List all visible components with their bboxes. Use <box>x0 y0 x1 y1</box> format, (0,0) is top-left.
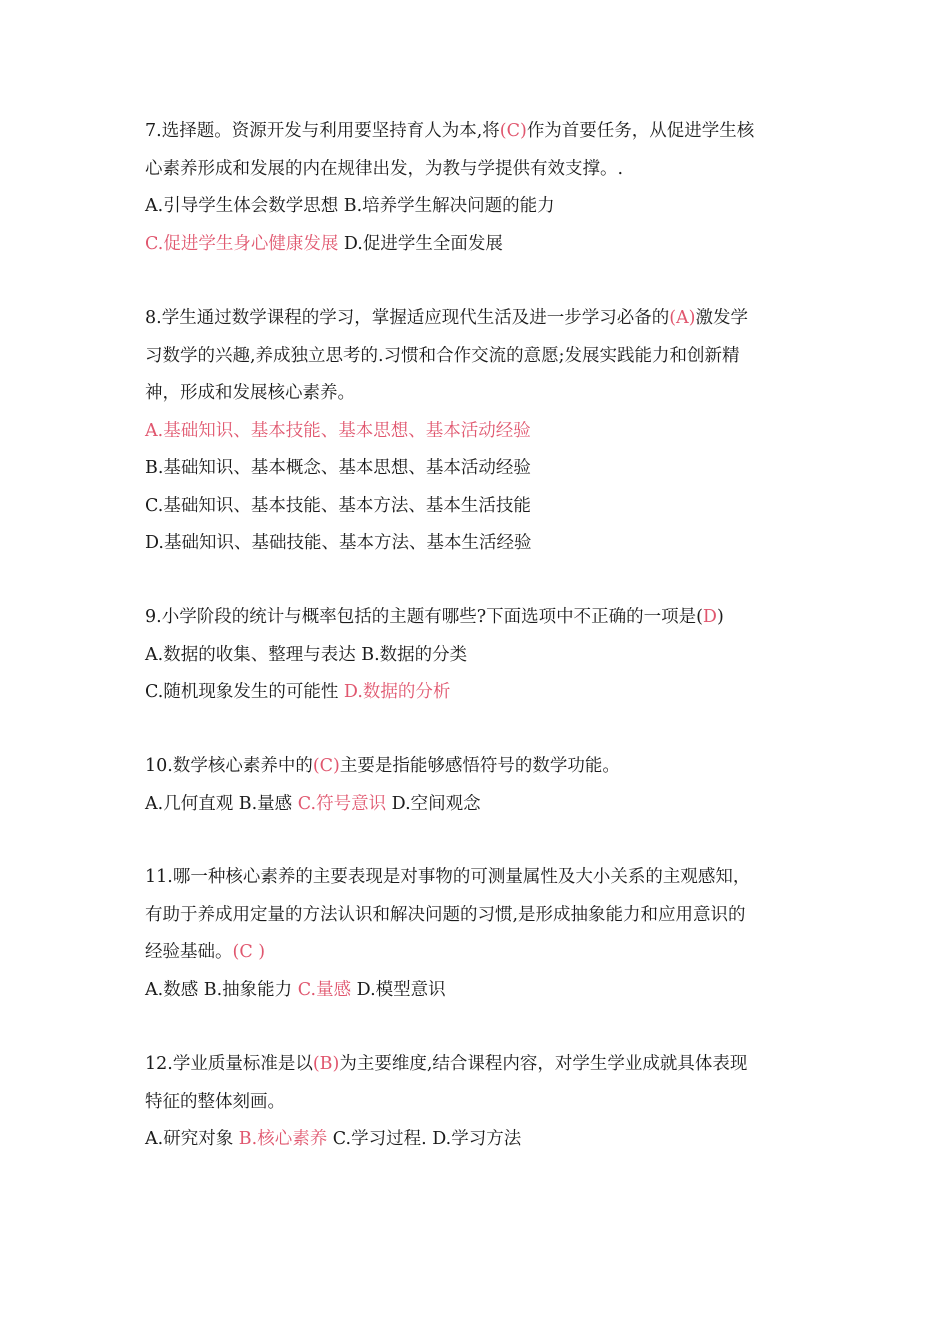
correct-answer-mark: B.核心素养 <box>238 1129 328 1149</box>
text-segment: 9.小学阶段的统计与概率包括的主题有哪些?下面选项中不正确的一项是( <box>145 607 703 627</box>
text-segment: D.空间观念 <box>386 793 481 814</box>
correct-answer-mark: (C) <box>312 756 340 776</box>
correct-answer-mark: C.促进学生身心健康发展 <box>145 233 339 254</box>
text-segment: 心素养形成和发展的内在规律出发，为教与学提供有效支撑。. <box>145 158 624 179</box>
answer-option <box>145 226 810 264</box>
correct-answer-mark: D <box>702 607 717 627</box>
question-10 <box>145 748 810 823</box>
question-text-line <box>145 1084 810 1122</box>
correct-answer-mark: (B) <box>312 1054 340 1074</box>
question-text-line <box>145 300 810 338</box>
text-segment: 激发学 <box>695 308 748 328</box>
question-text-line <box>145 859 810 897</box>
text-segment: 11.哪一种核心素养的主要表现是对事物的可测量属性及大小关系的主观感知， <box>145 867 751 887</box>
text-segment: 10.数学核心素养中的 <box>145 756 313 776</box>
question-text-line <box>145 113 810 151</box>
question-11 <box>145 859 810 1009</box>
text-segment: 特征的整体刻画。 <box>145 1091 285 1112</box>
text-segment: 12.学业质量标准是以 <box>145 1054 313 1074</box>
question-8 <box>145 300 810 563</box>
question-text-line <box>145 934 810 972</box>
text-segment: D.基础知识、基础技能、基本方法、基本生活经验 <box>145 533 532 553</box>
correct-answer-mark: C.符号意识 <box>297 793 387 814</box>
correct-answer-mark: (A) <box>669 308 696 328</box>
question-text-line <box>145 375 810 413</box>
question-12 <box>145 1046 810 1159</box>
text-segment: A.引导学生体会数学思想 B.培养学生解决问题的能力 <box>145 196 555 216</box>
text-segment: 有助于养成用定量的方法认识和解决问题的习惯,是形成抽象能力和应用意识的 <box>145 904 746 925</box>
text-segment: ) <box>716 607 724 627</box>
question-7 <box>145 113 810 263</box>
text-segment: A.研究对象 <box>145 1129 239 1149</box>
text-segment: A.数感 B.抽象能力 <box>145 979 298 1000</box>
text-segment: 习数学的兴趣,养成独立思考的.习惯和合作交流的意愿;发展实践能力和创新精 <box>145 345 740 366</box>
answer-option <box>145 525 810 563</box>
answer-option <box>145 1121 810 1159</box>
question-text-line <box>145 338 810 376</box>
answer-option <box>145 786 810 824</box>
text-segment: 经验基础。 <box>145 942 233 962</box>
text-segment: C.基础知识、基本技能、基本方法、基本生活技能 <box>145 495 531 516</box>
text-segment: D.促进学生全面发展 <box>338 233 503 254</box>
text-segment: 7.选择题。资源开发与利用要坚持育人为本,将 <box>145 121 500 141</box>
text-segment: 8.学生通过数学课程的学习，掌握适应现代生活及进一步学习必备的 <box>145 308 670 328</box>
answer-option <box>145 637 810 675</box>
question-text-line <box>145 897 810 935</box>
answer-option <box>145 972 810 1010</box>
text-segment: B.基础知识、基本概念、基本思想、基本活动经验 <box>145 458 531 478</box>
answer-option <box>145 413 810 451</box>
answer-option <box>145 488 810 526</box>
answer-option <box>145 188 810 226</box>
correct-answer-mark: C.量感 <box>297 979 352 1000</box>
question-text-line <box>145 1046 810 1084</box>
text-segment: C.随机现象发生的可能性 <box>145 682 344 702</box>
question-text-line <box>145 151 810 189</box>
text-segment: A.几何直观 B.量感 <box>145 793 298 814</box>
text-segment: A.数据的收集、整理与表达 B.数据的分类 <box>145 644 468 665</box>
correct-answer-mark: A.基础知识、基本技能、基本思想、基本活动经验 <box>145 420 531 441</box>
text-segment: 主要是指能够感悟符号的数学功能。 <box>339 756 620 776</box>
text-segment: 作为首要任务，从促进学生核 <box>526 121 755 141</box>
correct-answer-mark: (C ) <box>232 942 266 962</box>
text-segment: 为主要维度,结合课程内容，对学生学业成就具体表现 <box>339 1054 748 1074</box>
correct-answer-mark: D.数据的分析 <box>343 682 451 702</box>
correct-answer-mark: (C) <box>499 121 527 141</box>
question-9 <box>145 599 810 712</box>
answer-option <box>145 450 810 488</box>
text-segment: C.学习过程. D.学习方法 <box>327 1129 522 1149</box>
question-text-line <box>145 599 810 637</box>
text-segment: 神，形成和发展核心素养。 <box>145 383 355 403</box>
text-segment: D.模型意识 <box>351 979 446 1000</box>
answer-option <box>145 674 810 712</box>
question-text-line <box>145 748 810 786</box>
